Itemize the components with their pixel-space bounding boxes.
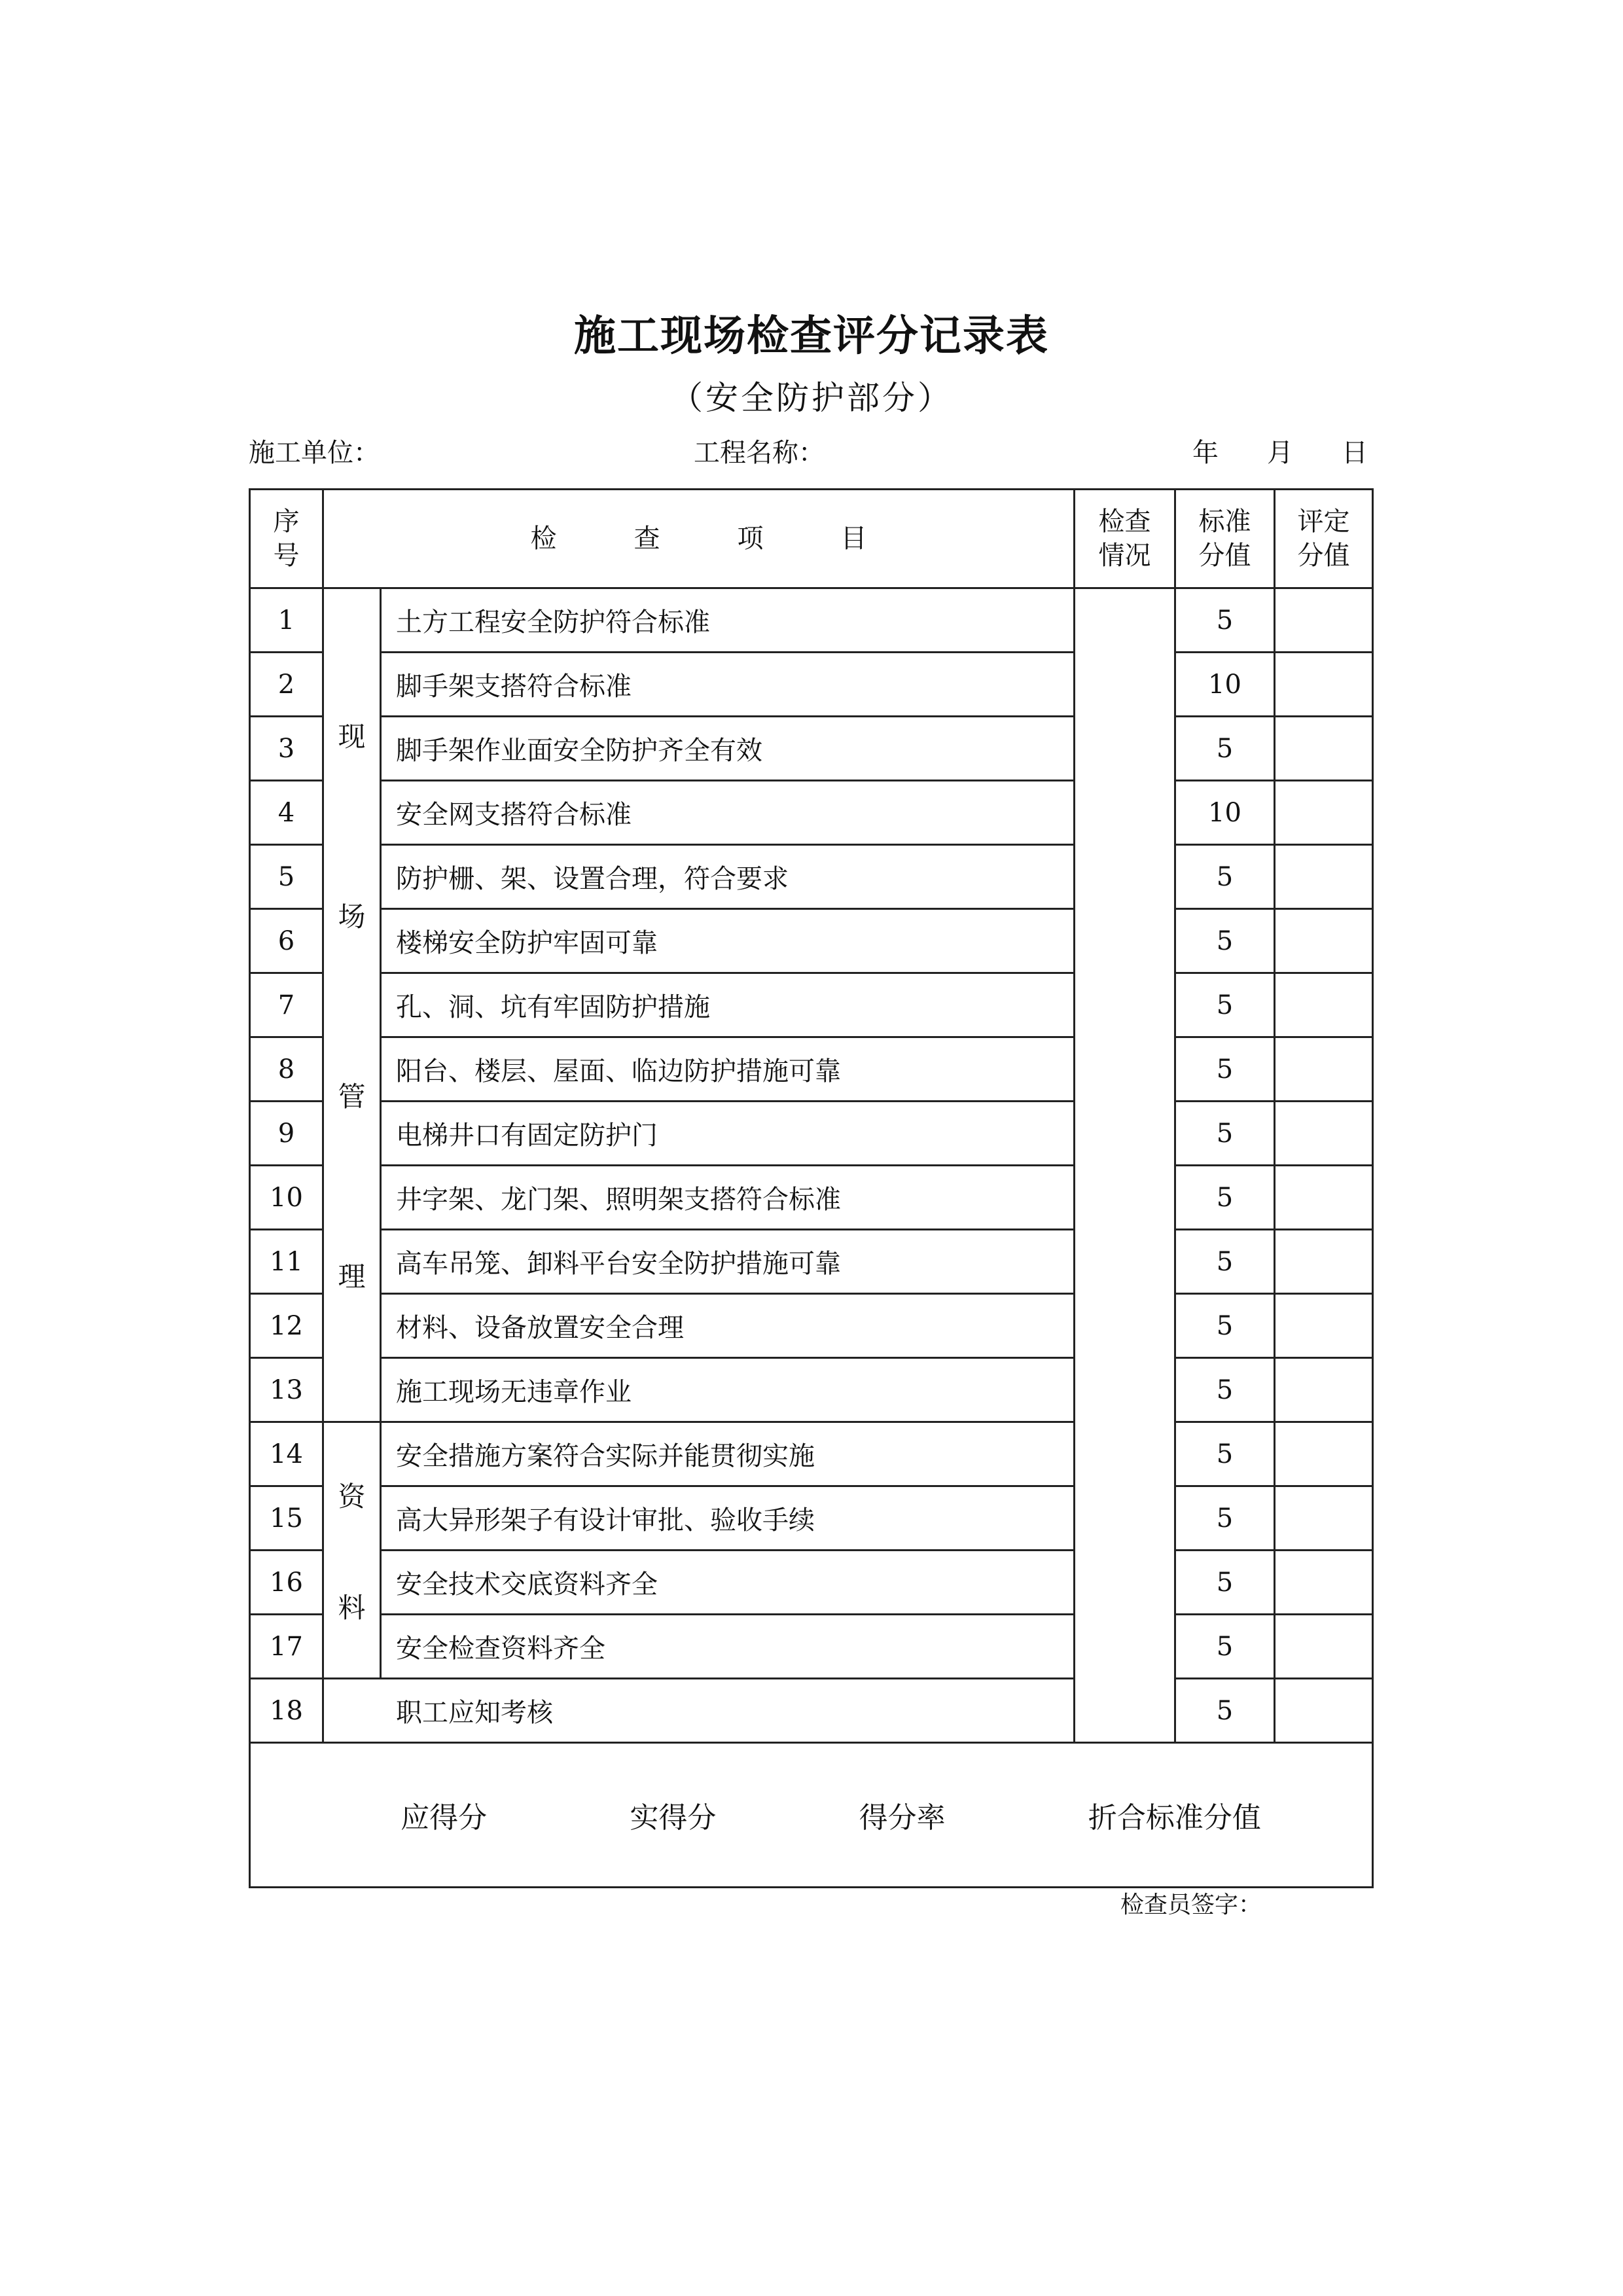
summary-cell bbox=[250, 1743, 1373, 1888]
inspector-signature-label: 检查员签字： bbox=[1120, 1892, 1262, 1918]
row-item: 防护栅、架、设置合理，符合要求 bbox=[381, 845, 1075, 909]
row-rated-score[interactable] bbox=[1275, 1166, 1373, 1230]
header-standard-line1: 标准 bbox=[1198, 507, 1251, 537]
row-standard-score: 5 bbox=[1175, 1358, 1275, 1422]
table-row bbox=[250, 845, 1373, 909]
table-header-row bbox=[250, 490, 1373, 588]
table-row bbox=[250, 717, 1373, 781]
row-item: 阳台、楼层、屋面、临边防护措施可靠 bbox=[381, 1037, 1075, 1102]
header-items-char: 查 bbox=[633, 524, 660, 554]
header-seq-line1: 序 bbox=[273, 507, 300, 537]
header-seq-line2: 号 bbox=[273, 541, 300, 571]
row-item: 井字架、龙门架、照明架支搭符合标准 bbox=[381, 1166, 1075, 1230]
row-rated-score[interactable] bbox=[1275, 1615, 1373, 1679]
row-item: 电梯井口有固定防护门 bbox=[381, 1102, 1075, 1166]
score-rate-label: 得分率 bbox=[859, 1801, 946, 1835]
table-row bbox=[250, 1166, 1373, 1230]
row-seq: 2 bbox=[250, 653, 323, 717]
row-standard-score: 5 bbox=[1175, 845, 1275, 909]
row-standard-score: 5 bbox=[1175, 1422, 1275, 1486]
table-row bbox=[250, 1230, 1373, 1294]
expected-score-label: 应得分 bbox=[401, 1801, 488, 1835]
row-seq: 7 bbox=[250, 973, 323, 1037]
row-seq: 18 bbox=[250, 1679, 323, 1743]
row-item: 安全检查资料齐全 bbox=[381, 1615, 1075, 1679]
row-item: 土方工程安全防护符合标准 bbox=[381, 588, 1075, 653]
row-standard-score: 5 bbox=[1175, 1615, 1275, 1679]
row-seq: 17 bbox=[250, 1615, 323, 1679]
header-items-char: 检 bbox=[530, 524, 557, 554]
row-rated-score[interactable] bbox=[1275, 588, 1373, 653]
header-items bbox=[323, 490, 1075, 588]
row-standard-score: 5 bbox=[1175, 1486, 1275, 1551]
form-title: 施工现场检查评分记录表 bbox=[574, 312, 1049, 361]
row-item: 安全网支搭符合标准 bbox=[381, 781, 1075, 845]
row-seq: 16 bbox=[250, 1551, 323, 1615]
row-item: 孔、洞、坑有牢固防护措施 bbox=[381, 973, 1075, 1037]
header-status-line2: 情况 bbox=[1098, 541, 1151, 571]
row-rated-score[interactable] bbox=[1275, 1422, 1373, 1486]
table-row bbox=[250, 781, 1373, 845]
row-seq: 12 bbox=[250, 1294, 323, 1358]
project-name-label: 工程名称： bbox=[694, 438, 825, 468]
row-seq: 1 bbox=[250, 588, 323, 653]
row-rated-score[interactable] bbox=[1275, 717, 1373, 781]
table-row bbox=[250, 1486, 1373, 1551]
header-standard-line2: 分值 bbox=[1198, 541, 1251, 571]
category-char: 管 bbox=[338, 1081, 366, 1113]
row-rated-score[interactable] bbox=[1275, 1102, 1373, 1166]
row-seq: 5 bbox=[250, 845, 323, 909]
actual-score-label: 实得分 bbox=[630, 1801, 717, 1835]
row-standard-score: 5 bbox=[1175, 973, 1275, 1037]
category-char: 场 bbox=[338, 901, 366, 933]
row-standard-score: 5 bbox=[1175, 1166, 1275, 1230]
form-subtitle: （安全防护部分） bbox=[670, 379, 953, 417]
row-standard-score: 5 bbox=[1175, 1230, 1275, 1294]
header-standard-score bbox=[1175, 490, 1275, 588]
table-row bbox=[250, 1102, 1373, 1166]
table-row bbox=[250, 653, 1373, 717]
row-seq: 8 bbox=[250, 1037, 323, 1102]
row-item: 高大异形架子有设计审批、验收手续 bbox=[381, 1486, 1075, 1551]
row-standard-score: 5 bbox=[1175, 588, 1275, 653]
header-status-line1: 检查 bbox=[1098, 507, 1151, 537]
table-row bbox=[250, 1679, 1373, 1743]
row-rated-score[interactable] bbox=[1275, 781, 1373, 845]
row-standard-score: 5 bbox=[1175, 1679, 1275, 1743]
table-row bbox=[250, 1294, 1373, 1358]
row-item: 施工现场无违章作业 bbox=[381, 1358, 1075, 1422]
header-rated-score bbox=[1275, 490, 1373, 588]
row-seq: 9 bbox=[250, 1102, 323, 1166]
inspection-score-table bbox=[249, 488, 1374, 1888]
row-standard-score: 5 bbox=[1175, 1294, 1275, 1358]
row-standard-score: 5 bbox=[1175, 1037, 1275, 1102]
header-status bbox=[1075, 490, 1175, 588]
row-seq: 10 bbox=[250, 1166, 323, 1230]
header-rated-line1: 评定 bbox=[1297, 507, 1350, 537]
table-row bbox=[250, 1037, 1373, 1102]
row-standard-score: 5 bbox=[1175, 1551, 1275, 1615]
row-seq: 13 bbox=[250, 1358, 323, 1422]
category-char: 料 bbox=[338, 1591, 366, 1624]
category-char: 现 bbox=[338, 721, 366, 753]
row-standard-score: 5 bbox=[1175, 1102, 1275, 1166]
row-rated-score[interactable] bbox=[1275, 1679, 1373, 1743]
year-label: 年 bbox=[1192, 438, 1219, 468]
row-seq: 3 bbox=[250, 717, 323, 781]
row-rated-score[interactable] bbox=[1275, 1037, 1373, 1102]
row-item: 脚手架支搭符合标准 bbox=[381, 653, 1075, 717]
header-rated-line2: 分值 bbox=[1297, 541, 1350, 571]
row-rated-score[interactable] bbox=[1275, 1486, 1373, 1551]
category-site-management bbox=[323, 588, 381, 1422]
table-row bbox=[250, 588, 1373, 653]
category-char: 资 bbox=[338, 1480, 366, 1513]
row-rated-score[interactable] bbox=[1275, 1551, 1373, 1615]
date-fields bbox=[1192, 435, 1368, 471]
row-rated-score[interactable] bbox=[1275, 1358, 1373, 1422]
row-standard-score: 10 bbox=[1175, 781, 1275, 845]
row-item: 脚手架作业面安全防护齐全有效 bbox=[381, 717, 1075, 781]
converted-score-label: 折合标准分值 bbox=[1088, 1801, 1261, 1835]
row-seq: 11 bbox=[250, 1230, 323, 1294]
row-seq: 14 bbox=[250, 1422, 323, 1486]
row-item: 高车吊笼、卸料平台安全防护措施可靠 bbox=[381, 1230, 1075, 1294]
row-rated-score[interactable] bbox=[1275, 1294, 1373, 1358]
day-label: 日 bbox=[1342, 438, 1368, 468]
header-seq bbox=[250, 490, 323, 588]
inspection-status-cell[interactable] bbox=[1075, 588, 1175, 1743]
row-item: 安全技术交底资料齐全 bbox=[381, 1551, 1075, 1615]
table-row bbox=[250, 1615, 1373, 1679]
header-items-char: 项 bbox=[737, 524, 764, 554]
table-row bbox=[250, 909, 1373, 973]
table-row bbox=[250, 1358, 1373, 1422]
row-seq: 6 bbox=[250, 909, 323, 973]
row-item: 安全措施方案符合实际并能贯彻实施 bbox=[381, 1422, 1075, 1486]
row-item: 材料、设备放置安全合理 bbox=[381, 1294, 1075, 1358]
row-standard-score: 5 bbox=[1175, 909, 1275, 973]
row-rated-score[interactable] bbox=[1275, 845, 1373, 909]
header-items-char: 目 bbox=[840, 524, 867, 554]
table-row bbox=[250, 1422, 1373, 1486]
row-item: 楼梯安全防护牢固可靠 bbox=[381, 909, 1075, 973]
row-standard-score: 5 bbox=[1175, 717, 1275, 781]
category-documentation bbox=[323, 1422, 381, 1679]
row-rated-score[interactable] bbox=[1275, 653, 1373, 717]
row-seq: 4 bbox=[250, 781, 323, 845]
month-label: 月 bbox=[1267, 438, 1293, 468]
row-standard-score: 10 bbox=[1175, 653, 1275, 717]
row-item: 职工应知考核 bbox=[323, 1679, 1075, 1743]
table-row bbox=[250, 973, 1373, 1037]
row-seq: 15 bbox=[250, 1486, 323, 1551]
row-rated-score[interactable] bbox=[1275, 973, 1373, 1037]
category-char: 理 bbox=[338, 1261, 366, 1293]
construction-unit-label: 施工单位： bbox=[249, 438, 380, 468]
row-rated-score[interactable] bbox=[1275, 909, 1373, 973]
row-rated-score[interactable] bbox=[1275, 1230, 1373, 1294]
summary-row bbox=[250, 1743, 1373, 1888]
table-row bbox=[250, 1551, 1373, 1615]
